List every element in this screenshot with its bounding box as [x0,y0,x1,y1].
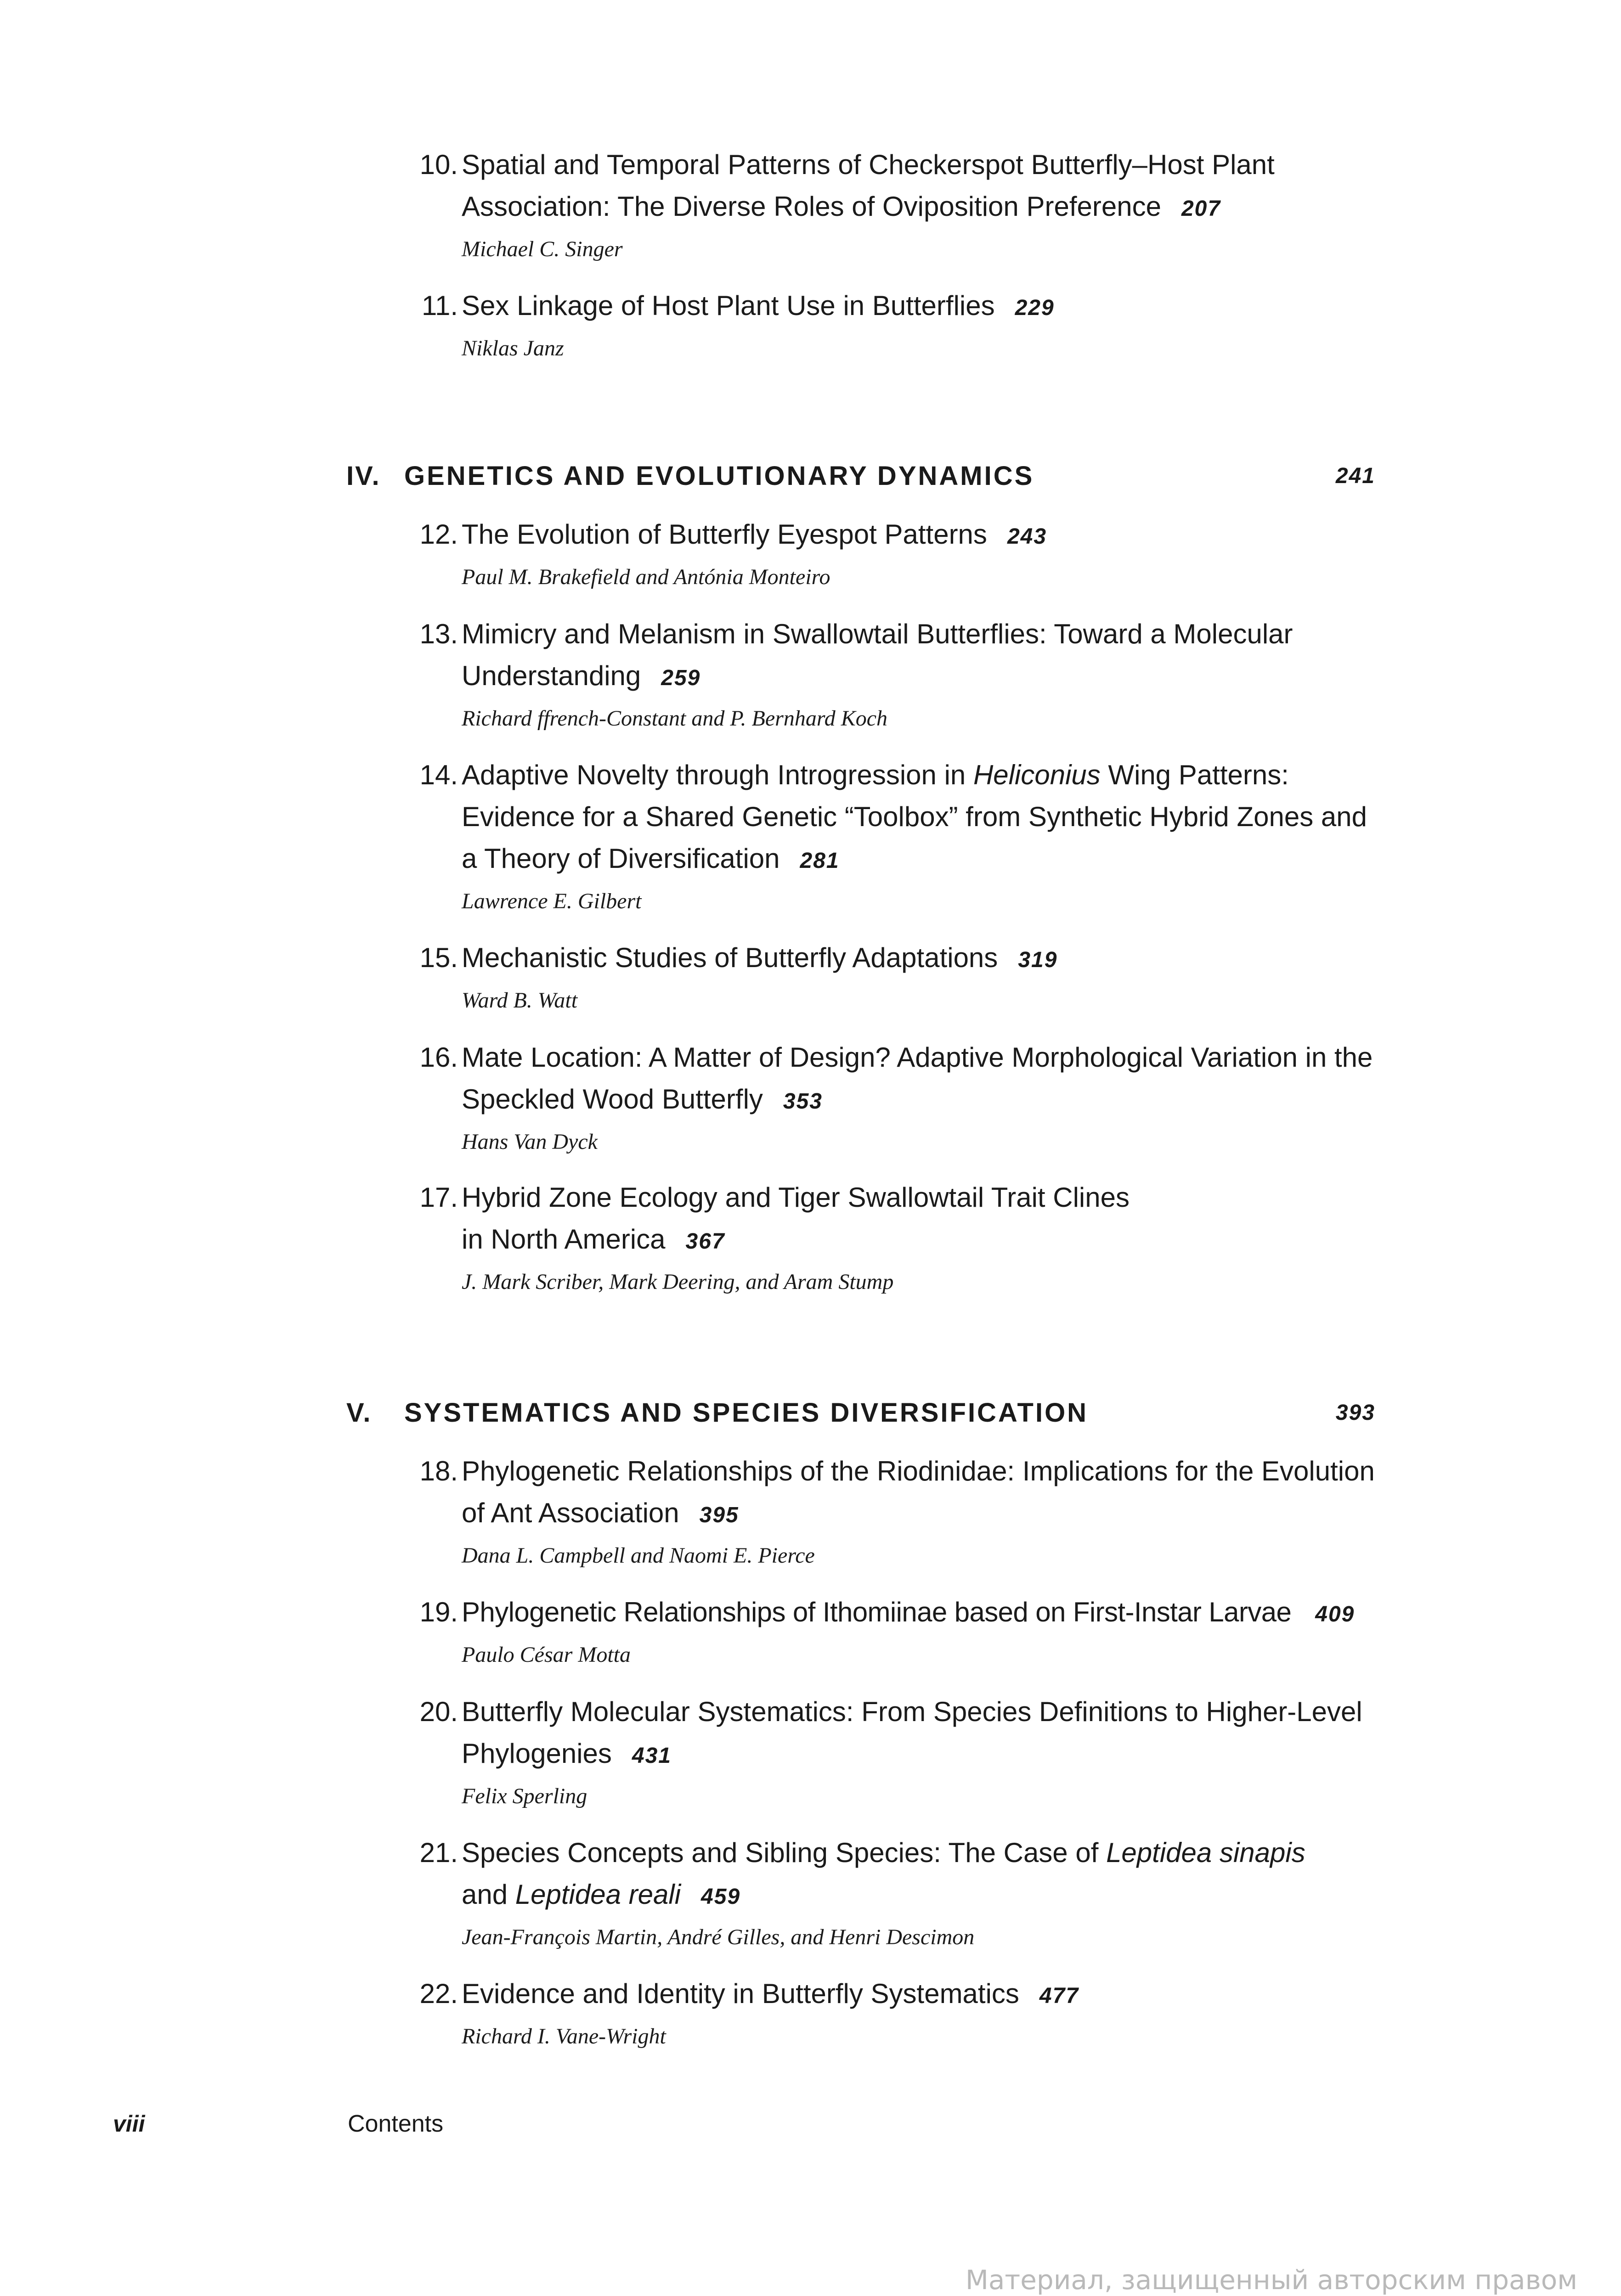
chapter-title [462,754,1385,882]
chapter-number: 18. [419,1456,458,1486]
part-heading-iv [346,458,1375,495]
chapter-author: Ward B. Watt [462,988,578,1013]
chapter-title-text: Wing Patterns: Evidence for a Shared Genetic “Toolbox” from Synthetic Hybrid Zones and a Theory of Diversification [462,760,1367,874]
chapter-title [462,937,1385,981]
chapter-number: 10. [419,149,458,180]
toc-entry-17 [402,1176,1385,1298]
part-number: V. [346,1398,372,1428]
chapter-number: 13. [419,619,458,649]
chapter-page: 431 [632,1744,672,1768]
chapter-number: 22. [419,1978,458,2009]
chapter-author: J. Mark Scriber, Mark Deering, and Aram Stump [462,1270,894,1294]
chapter-title [462,1176,1385,1262]
chapter-title-italic: Heliconius [973,760,1101,790]
toc-entry-13 [402,613,1385,735]
chapter-title [462,1450,1385,1536]
toc-entry-16 [402,1036,1385,1158]
toc-entry-18 [402,1450,1385,1572]
chapter-title [462,1591,1394,1635]
toc-entry-22 [402,1973,1385,2053]
chapter-page: 319 [1018,948,1058,972]
chapter-author: Dana L. Campbell and Naomi E. Pierce [462,1543,815,1568]
chapter-title-text: Sex Linkage of Host Plant Use in Butterflies [462,290,995,321]
chapter-page: 243 [1007,524,1047,549]
chapter-title-text: Butterfly Molecular Systematics: From Species Definitions to Higher-Level Phylogenies [462,1696,1362,1769]
chapter-title-text: Phylogenetic Relationships of Ithomiinae based on First-Instar Larvae [462,1597,1292,1627]
chapter-title [462,285,1385,329]
toc-entry-15 [402,937,1385,1017]
chapter-number: 21. [419,1837,458,1868]
chapter-author: Jean-François Martin, André Gilles, and Henri Descimon [462,1925,975,1949]
chapter-title-text: Mate Location: A Matter of Design? Adaptive Morphological Variation in the Speckled Wood Butterfly [462,1042,1373,1114]
chapter-page: 459 [701,1885,741,1909]
running-head: Contents [348,2110,444,2137]
chapter-page: 229 [1015,296,1055,320]
chapter-title-line2: in North America [462,1224,666,1255]
toc-entry-20 [402,1691,1385,1812]
part-number: IV. [346,461,381,491]
chapter-page: 409 [1315,1602,1355,1626]
part-title: SYSTEMATICS AND SPECIES DIVERSIFICATION [404,1398,1089,1428]
chapter-author: Michael C. Singer [462,237,623,261]
chapter-title-italic: Leptidea reali [515,1879,681,1910]
chapter-number: 11. [422,290,458,321]
chapter-title-text: Mimicry and Melanism in Swallowtail Butterflies: Toward a Molecular Understanding [462,619,1293,691]
chapter-title [462,513,1385,557]
chapter-number: 15. [419,942,458,973]
chapter-author: Felix Sperling [462,1784,587,1808]
chapter-title [462,1973,1385,2017]
part-page: 241 [1335,464,1375,488]
chapter-title-line1: Hybrid Zone Ecology and Tiger Swallowtail Trait Clines [462,1182,1130,1213]
chapter-page: 353 [783,1089,823,1114]
part-title: GENETICS AND EVOLUTIONARY DYNAMICS [404,461,1034,491]
chapter-number: 17. [419,1182,458,1213]
chapter-author: Richard I. Vane-Wright [462,2024,666,2048]
chapter-title-text: and [462,1879,515,1910]
chapter-page: 477 [1039,1984,1079,2008]
chapter-title-text: Mechanistic Studies of Butterfly Adaptations [462,942,998,973]
chapter-author: Paulo César Motta [462,1643,631,1667]
copyright-watermark: Материал, защищенный авторским правом [965,2264,1577,2296]
chapter-title-text: Phylogenetic Relationships of the Riodinidae: Implications for the Evolution of Ant Association [462,1456,1375,1528]
chapter-author: Paul M. Brakefield and Antónia Monteiro [462,565,830,589]
part-page: 393 [1335,1401,1375,1425]
chapter-title [462,613,1385,699]
chapter-author: Hans Van Dyck [462,1130,598,1154]
toc-entry-14 [402,754,1385,917]
chapter-page: 259 [661,666,701,690]
chapter-author: Niklas Janz [462,336,564,360]
chapter-number: 14. [419,760,458,790]
toc-entry-11 [402,285,1385,365]
chapter-title [462,1832,1385,1918]
chapter-title-text: Evidence and Identity in Butterfly Systematics [462,1978,1019,2009]
chapter-title [462,1036,1385,1122]
chapter-author: Richard ffrench-Constant and P. Bernhard Koch [462,706,888,731]
chapter-author: Lawrence E. Gilbert [462,889,642,913]
chapter-title [462,144,1385,230]
part-heading-v [346,1395,1375,1431]
chapter-page: 367 [685,1229,725,1254]
chapter-title-text: Adaptive Novelty through Introgression in [462,760,973,790]
chapter-title-text: Spatial and Temporal Patterns of Checkerspot Butterfly–Host Plant Association: The Diverse Roles of Oviposition Preference [462,149,1275,222]
chapter-number: 20. [419,1696,458,1727]
chapter-page: 207 [1181,197,1221,221]
chapter-title-italic: Leptidea sinapis [1106,1837,1305,1868]
chapter-title [462,1691,1385,1777]
toc-entry-12 [402,513,1385,593]
toc-entry-21 [402,1832,1385,1953]
chapter-number: 19. [419,1597,458,1627]
toc-entry-19 [402,1591,1394,1671]
toc-entry-10 [402,144,1385,265]
chapter-number: 12. [419,519,458,550]
chapter-number: 16. [419,1042,458,1073]
chapter-page: 395 [699,1503,739,1527]
chapter-title-text: The Evolution of Butterfly Eyespot Patterns [462,519,987,550]
chapter-title-text: Species Concepts and Sibling Species: The Case of [462,1837,1107,1868]
chapter-page: 281 [800,849,840,873]
page-folio: viii [113,2111,145,2137]
